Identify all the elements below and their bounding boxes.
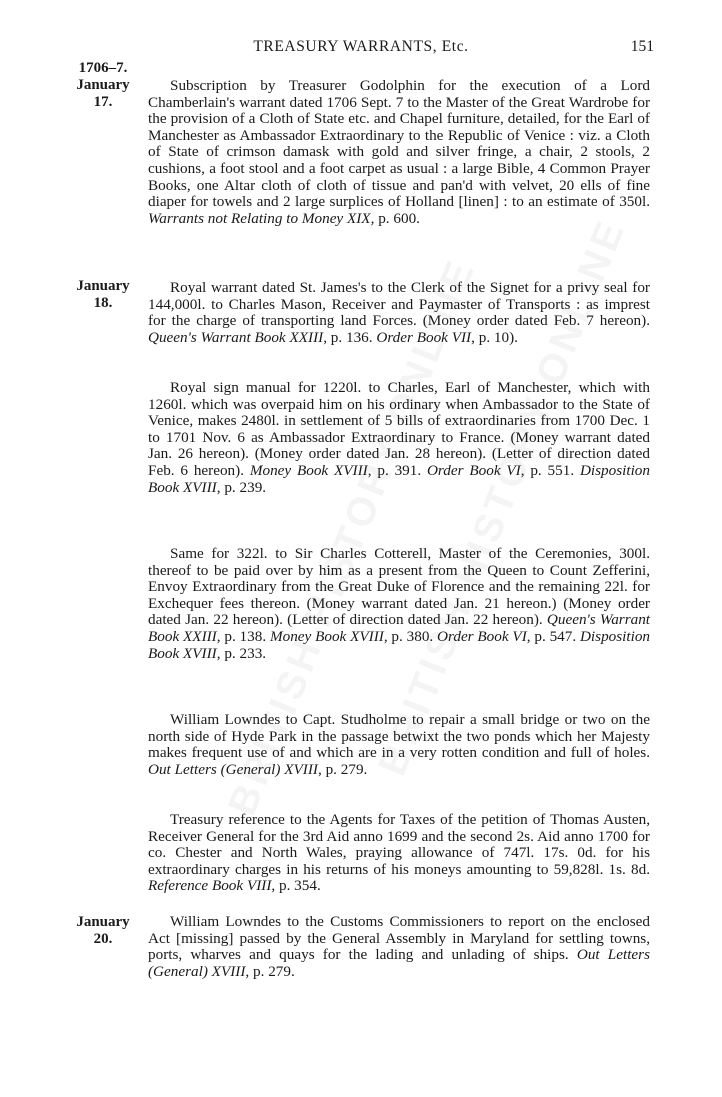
source-reference: Money Book XVIII — [249, 461, 368, 479]
date-day: 20. — [93, 931, 113, 947]
date-month: January — [76, 914, 130, 930]
entry-text: William Lowndes to Capt. Studholme to repair a small bridge or two on the north side of Hyde Park in the passage betwixt the two ponds which her Majesty makes frequent use of and which are in a very rotten condition and full of holes. — [148, 711, 650, 762]
date-year: 1706–7. — [78, 60, 128, 76]
warrant-entry — [148, 280, 650, 346]
page-reference: , p. 10). — [471, 328, 518, 346]
entry-text: William Lowndes to the Customs Commissioners to report on the enclosed Act [missing] passed by the General Assembly in Maryland for settling towns, ports, wharves and quays for the lading and unlading of ships. — [148, 913, 650, 964]
warrant-entry — [148, 712, 650, 778]
page-reference: , p. 600. — [370, 209, 420, 227]
entry-text: Royal sign manual for 1220l. to Charles, Earl of Manchester, which with 1260l. which was overpaid him on his ordinary when Ambassador to the State of Venice, makes 2480l. in settlement of 5 bills of extraordinaries from 1700 Dec. 1 to 1701 Nov. 6 as Ambassador Extraordinary to France. (Money warrant dated Jan. 26 hereon). (Money order dated Jan. 28 hereon). (Letter of direction dated Feb. 6 hereon). — [148, 379, 650, 479]
page-reference: , p. 380. — [383, 627, 438, 645]
warrant-entry — [148, 380, 650, 496]
entry-date — [72, 914, 134, 948]
running-header-title: TREASURY WARRANTS, Etc. — [253, 38, 469, 55]
page-number: 151 — [630, 38, 654, 55]
source-reference: Queen's Warrant Book XXIII — [148, 611, 651, 645]
page-reference: , p. 279. — [317, 760, 368, 778]
source-reference: Order Book VI — [426, 461, 521, 479]
page-reference: , p. 233. — [216, 644, 267, 662]
page-reference: , p. 547. — [526, 627, 580, 645]
date-month: January — [76, 278, 130, 294]
source-reference: Reference Book VIII — [148, 877, 272, 895]
source-reference: Out Letters (General) XVIII — [148, 946, 650, 980]
page-reference: , p. 354. — [271, 877, 321, 895]
warrant-entry — [148, 78, 650, 227]
warrant-entry — [148, 812, 650, 895]
source-reference: Disposition Book XVIII — [148, 461, 650, 496]
entry-text: Same for 322l. to Sir Charles Cotterell, Master of the Ceremonies, 300l. thereof to be paid over by him as a present from the Queen to Count Zefferini, Envoy Extraordinary from the Great Duke of Florence and the remaining 22l. for Exchequer fees thereon. (Money warrant dated Jan. 21 hereon.) (Money order dated Jan. 22 hereon). (Letter of direction dated Jan. 22 hereon). — [148, 545, 650, 629]
source-reference: Warrants not Relating to Money XIX — [148, 209, 371, 227]
page-reference: , p. 138. — [216, 627, 270, 645]
page-reference: , p. 136. — [323, 328, 377, 346]
page-reference: , p. 391. — [367, 461, 427, 479]
page-reference: , p. 239. — [216, 478, 267, 496]
source-reference: Queen's Warrant Book XXIII — [148, 328, 324, 346]
entry-text: Subscription by Treasurer Godolphin for the execution of a Lord Chamberlain's warrant dated 1706 Sept. 7 to the Master of the Great Wardrobe for the provision of a Cloth of State etc. and Chapel furniture, detailed, for the Earl of Manchester as Ambassador Extraordinary to the Republic of Venice : viz. a Cloth of State of crimson damask with gold and silver fringe, a chair, 2 stools, 2 cushions, a foot stool and a foot carpet as usual : a large Bible, 4 Common Prayer Books, one Altar cloth of cloth of tissue and pan'd with velvet, 20 ells of fine diaper for towels and 2 large surplices of Holland [linen] : to an estimate of 350l. — [148, 77, 650, 211]
page-reference: , p. 551. — [520, 461, 580, 479]
date-month: January — [76, 77, 130, 93]
source-reference: Out Letters (General) XVIII — [148, 760, 318, 778]
entry-text: Treasury reference to the Agents for Taxes of the petition of Thomas Austen, Receiver General for the 3rd Aid anno 1699 and the second 2s. Aid anno 1700 for co. Chester and North Wales, praying allowance of 747l. 17s. 0d. for his extraordinary charges in his returns of his moneys amounting to 59,828l. 1s. 8d. — [148, 811, 650, 878]
source-reference: Order Book VI — [437, 627, 527, 645]
date-day: 18. — [93, 295, 113, 311]
warrant-entry — [148, 914, 650, 980]
entry-text: Royal warrant dated St. James's to the Clerk of the Signet for a privy seal for 144,000l. to Charles Mason, Receiver and Paymaster of Transports : as imprest for the charge of transporting land Forces. (Money order dated Feb. 7 hereon). — [148, 279, 650, 330]
entry-date — [72, 278, 134, 312]
entry-date — [72, 60, 134, 111]
source-reference: Disposition Book XVIII — [148, 627, 651, 662]
warrant-entry — [148, 546, 650, 662]
source-reference: Money Book XVIII — [269, 627, 384, 645]
page-reference: , p. 279. — [245, 962, 295, 980]
source-reference: Order Book VII — [376, 328, 472, 346]
date-day: 17. — [93, 94, 113, 110]
